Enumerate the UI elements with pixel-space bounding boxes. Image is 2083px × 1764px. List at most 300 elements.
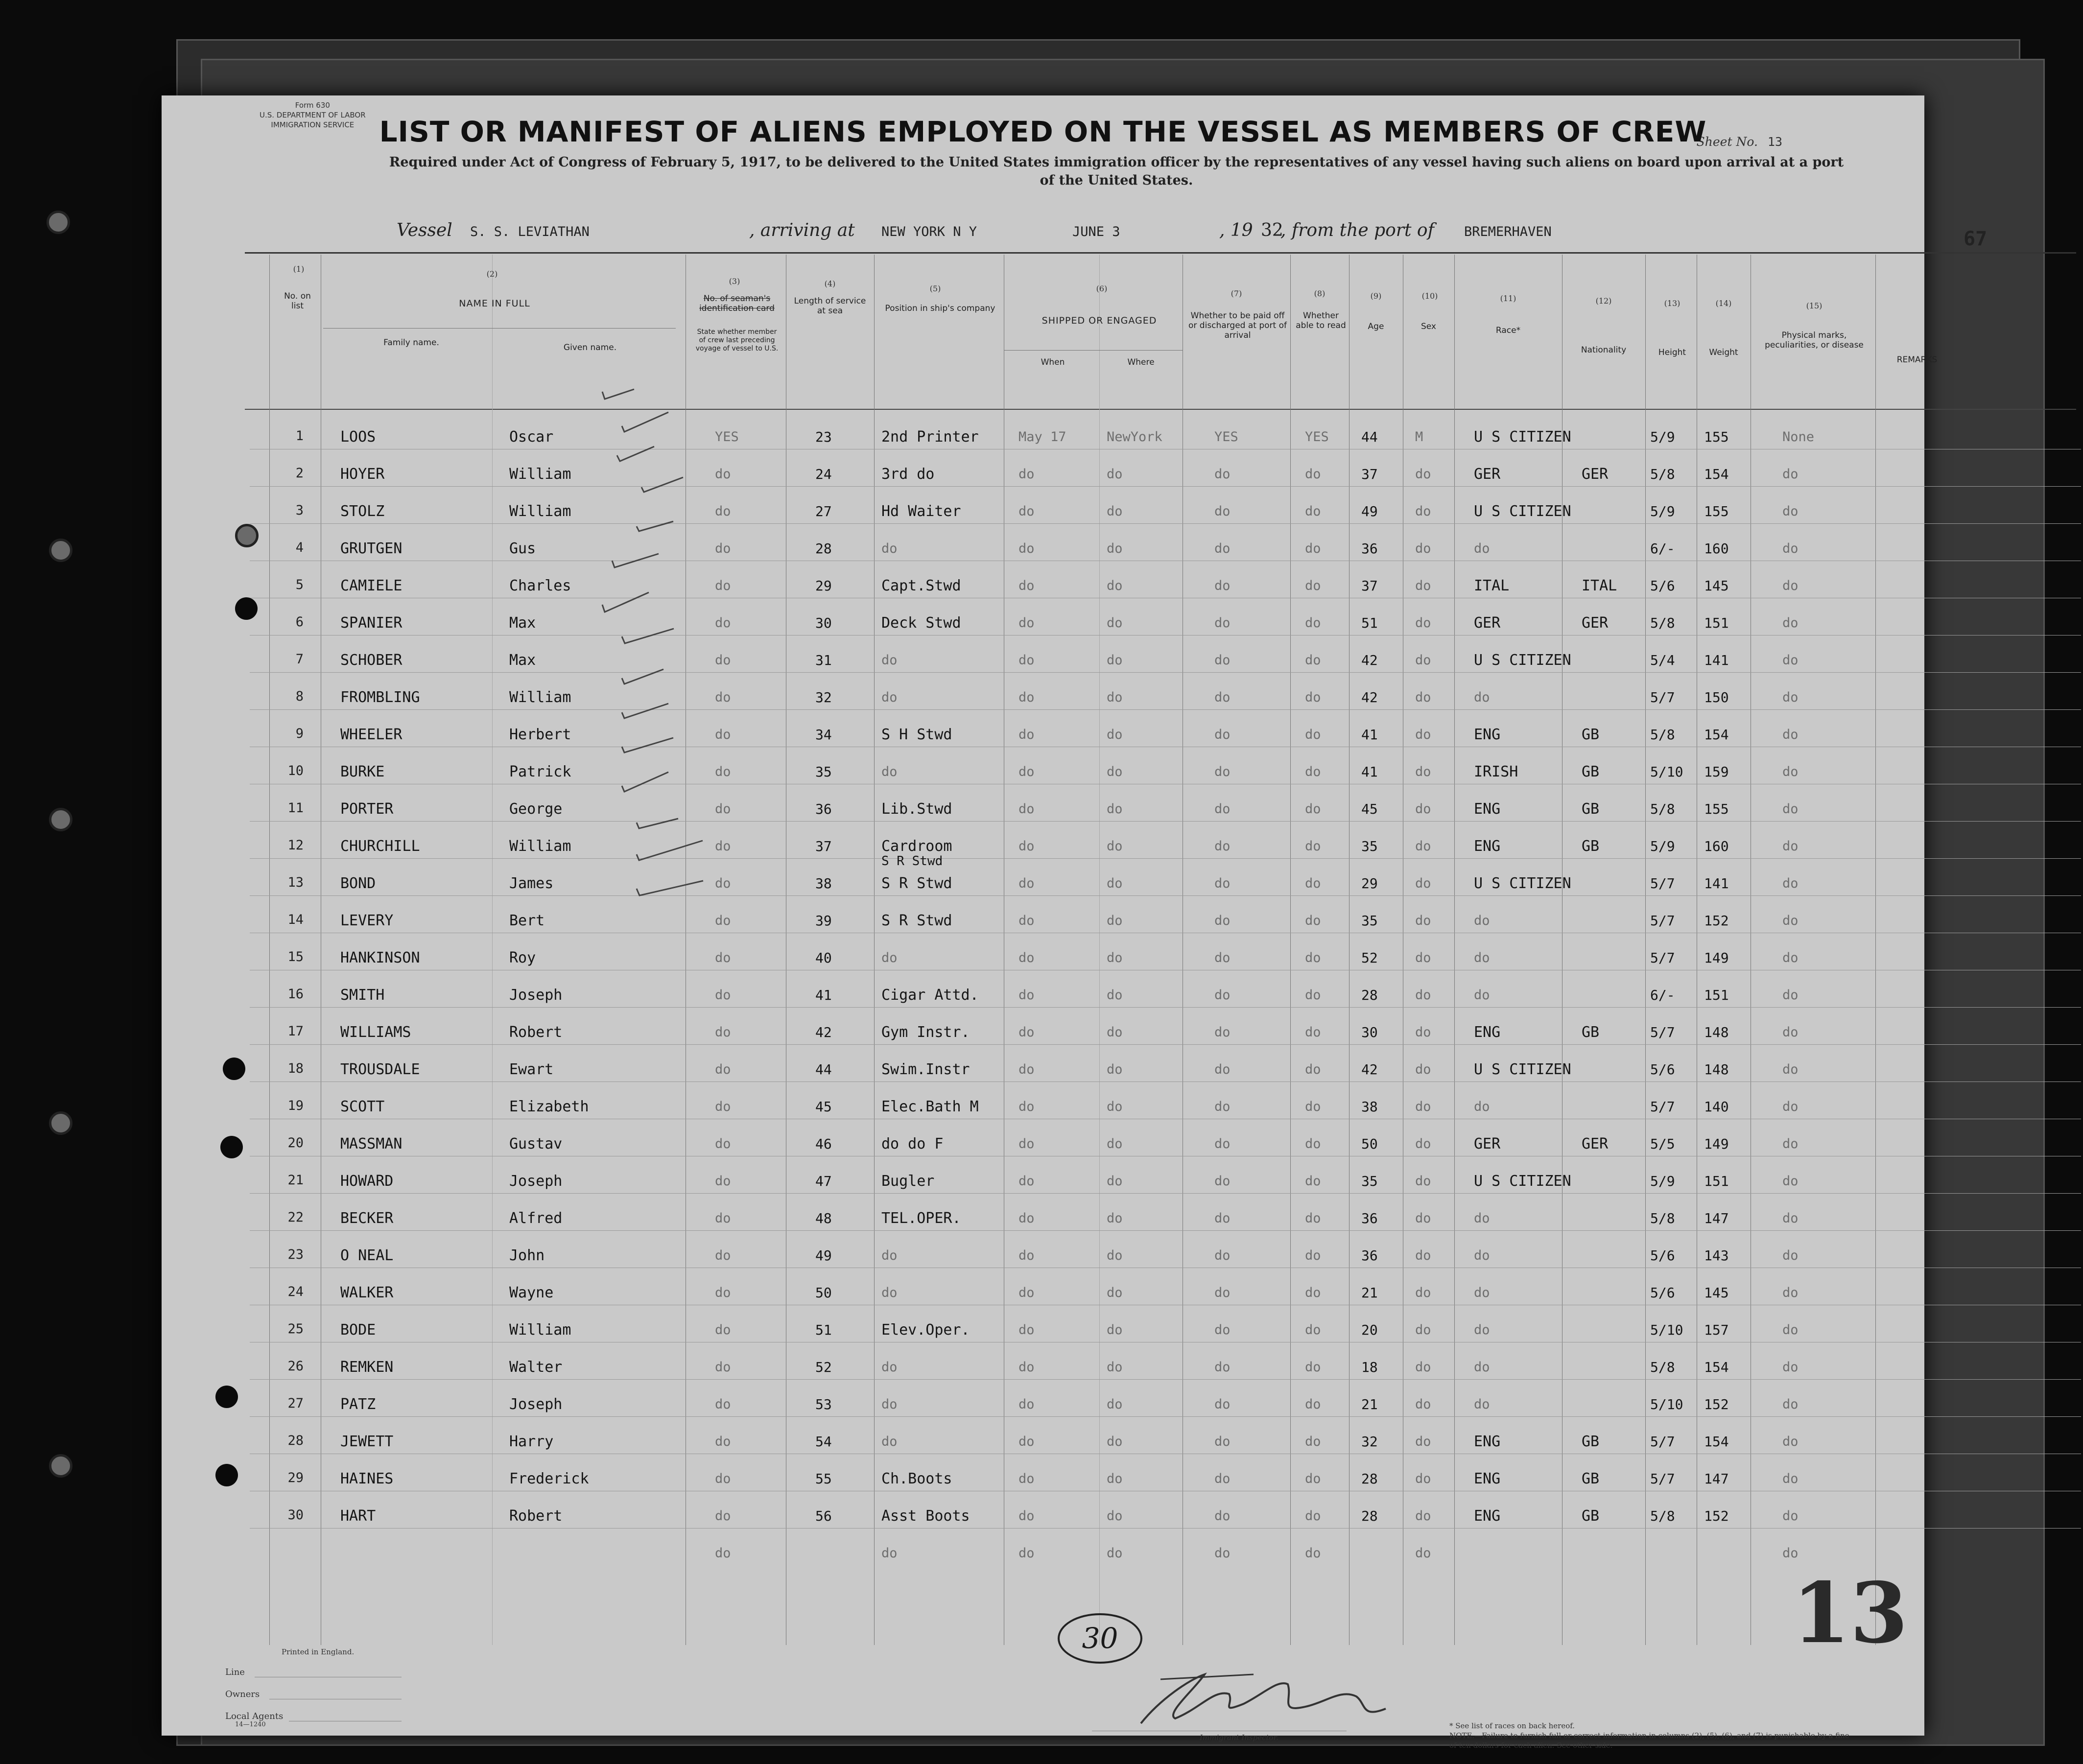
year-prefix: , 19 <box>1219 220 1253 240</box>
paid-off-cell: do <box>1214 1471 1231 1486</box>
able-to-read-cell: do <box>1305 913 1321 928</box>
row-number: 6 <box>295 614 304 630</box>
weight-cell: 152 <box>1704 1508 1729 1524</box>
given-name-cell: Roy <box>509 949 536 966</box>
row-number: 3 <box>295 503 304 518</box>
family-name-cell: SCOTT <box>340 1098 385 1115</box>
sex-cell: do <box>1415 1025 1431 1040</box>
family-name-cell: STOLZ <box>340 503 385 520</box>
paid-off-cell: do <box>1214 578 1231 593</box>
paid-off-cell: do <box>1214 1248 1231 1263</box>
shipped-when-cell: do <box>1018 1434 1035 1449</box>
service-length-cell: 48 <box>815 1210 832 1226</box>
able-to-read-cell: do <box>1305 1322 1321 1338</box>
row-number: 8 <box>295 689 304 704</box>
physical-marks-cell: do <box>1782 615 1799 631</box>
manifest-page <box>162 95 1988 1750</box>
weight-cell: 155 <box>1704 503 1729 519</box>
shipped-when-cell: do <box>1018 1508 1035 1524</box>
prev-voyage-cell: do <box>715 690 731 705</box>
age-cell: 32 <box>1361 1434 1378 1450</box>
race-cell: do <box>1474 1211 1490 1226</box>
col7-header: Whether to be paid off or discharged at port of arrival <box>1188 311 1287 340</box>
family-name-cell: PORTER <box>340 800 394 818</box>
from-port-label: , from the port of <box>1280 220 1434 240</box>
sheet-value: 13 <box>1767 135 1782 149</box>
sex-cell: do <box>1415 578 1431 593</box>
height-cell: 5/7 <box>1650 1099 1675 1115</box>
given-name-cell: Alfred <box>509 1210 563 1227</box>
sex-cell: do <box>1415 1285 1431 1300</box>
row-number: 30 <box>287 1507 304 1523</box>
able-to-read-cell: do <box>1305 1434 1321 1449</box>
able-to-read-cell: do <box>1305 1174 1321 1189</box>
shipped-where-cell: do <box>1107 1322 1123 1338</box>
height-cell: 5/10 <box>1650 764 1683 780</box>
owners-label: Owners <box>225 1689 260 1699</box>
weight-cell: 149 <box>1704 1136 1729 1152</box>
physical-marks-cell: do <box>1782 1099 1799 1114</box>
age-cell: 42 <box>1361 689 1378 706</box>
form-number: Form 630 <box>295 101 330 110</box>
race-cell: do <box>1474 1397 1490 1412</box>
sex-cell: do <box>1415 690 1431 705</box>
family-name-cell: HAINES <box>340 1470 394 1487</box>
row-rule <box>250 858 2081 859</box>
paid-off-cell: do <box>1214 653 1231 668</box>
prev-voyage-cell: do <box>715 1248 731 1263</box>
physical-marks-cell: do <box>1782 1508 1799 1524</box>
family-name-cell: WILLIAMS <box>340 1024 411 1041</box>
position-cell: Cardroom <box>881 838 952 855</box>
shipped-where-cell: do <box>1107 876 1123 891</box>
prev-voyage-cell: do <box>715 839 731 854</box>
given-name-cell: Charles <box>509 577 571 594</box>
height-cell: 5/8 <box>1650 727 1675 743</box>
header-bottom-rule <box>245 409 2076 410</box>
col2-header: NAME IN FULL <box>459 298 530 309</box>
row-number: 12 <box>287 838 304 853</box>
height-cell: 5/7 <box>1650 1434 1675 1450</box>
col4-number: (4) <box>824 279 836 288</box>
physical-marks-cell: do <box>1782 950 1799 965</box>
service-length-cell: 34 <box>815 727 832 743</box>
col1-number: (1) <box>293 264 305 274</box>
row-number: 17 <box>287 1024 304 1039</box>
race-cell: do <box>1474 950 1490 965</box>
prev-voyage-cell: do <box>715 1508 731 1524</box>
paid-off-cell: do <box>1214 1508 1231 1524</box>
given-name-cell: William <box>509 838 571 855</box>
row-number: 20 <box>287 1135 304 1151</box>
prev-voyage-cell: do <box>715 578 731 593</box>
shipped-where-cell: do <box>1107 1136 1123 1152</box>
physical-marks-cell: do <box>1782 467 1799 482</box>
family-name-cell: CHURCHILL <box>340 838 420 855</box>
nationality-cell: GB <box>1582 763 1600 780</box>
age-cell: 20 <box>1361 1322 1378 1338</box>
weight-cell: 160 <box>1704 541 1729 557</box>
row-rule <box>250 1007 2081 1008</box>
age-cell: 52 <box>1361 950 1378 966</box>
weight-cell: 159 <box>1704 764 1729 780</box>
col14-number: (14) <box>1715 299 1732 308</box>
row-rule <box>250 1044 2081 1045</box>
weight-cell: 151 <box>1704 615 1729 631</box>
prev-voyage-cell: do <box>715 801 731 817</box>
able-to-read-cell: do <box>1305 1471 1321 1486</box>
weight-cell: 155 <box>1704 801 1729 817</box>
paid-off-cell: do <box>1214 690 1231 705</box>
physical-marks-cell: do <box>1782 1248 1799 1263</box>
sex-cell: do <box>1415 727 1431 742</box>
height-cell: 5/8 <box>1650 1359 1675 1375</box>
age-cell: 29 <box>1361 875 1378 892</box>
col3-header-struck: No. of seaman's identification card <box>699 294 775 313</box>
service-length-cell: 32 <box>815 689 832 706</box>
physical-marks-cell: do <box>1782 1025 1799 1040</box>
row-rule <box>250 1416 2081 1417</box>
physical-marks-cell: do <box>1782 504 1799 519</box>
shipped-where-cell: do <box>1107 1099 1123 1114</box>
physical-marks-cell: do <box>1782 578 1799 593</box>
extra-row-cell: do <box>1305 1546 1321 1561</box>
agents-code: 14—1240 <box>235 1721 266 1728</box>
weight-cell: 141 <box>1704 875 1729 892</box>
age-cell: 41 <box>1361 727 1378 743</box>
sex-cell: do <box>1415 1136 1431 1152</box>
prev-voyage-cell: do <box>715 1322 731 1338</box>
race-cell: IRISH <box>1474 763 1518 780</box>
prev-voyage-cell: do <box>715 876 731 891</box>
age-cell: 28 <box>1361 987 1378 1003</box>
shipped-where-cell: do <box>1107 1360 1123 1375</box>
shipped-when-cell: do <box>1018 1136 1035 1152</box>
sheet-label: Sheet No. <box>1696 135 1758 149</box>
race-cell: do <box>1474 1285 1490 1300</box>
position-cell: Ch.Boots <box>881 1470 952 1487</box>
shipped-when-cell: do <box>1018 839 1035 854</box>
race-cell: U S CITIZEN <box>1474 503 1571 520</box>
sex-cell: do <box>1415 1248 1431 1263</box>
weight-cell: 157 <box>1704 1322 1729 1338</box>
family-name-cell: WALKER <box>340 1284 394 1301</box>
age-cell: 42 <box>1361 1061 1378 1078</box>
vessel-label: Vessel <box>397 220 452 240</box>
nationality-cell: GER <box>1582 614 1609 632</box>
shipped-where-cell: do <box>1107 839 1123 854</box>
shipped-when-cell: do <box>1018 727 1035 742</box>
family-name-cell: PATZ <box>340 1396 376 1413</box>
prev-voyage-cell: do <box>715 1211 731 1226</box>
row-rule <box>250 1379 2081 1380</box>
binder-hole <box>220 1136 243 1158</box>
sex-cell: do <box>1415 876 1431 891</box>
col1-header: No. on list <box>284 291 311 311</box>
total-count-circle: 30 <box>1058 1613 1142 1664</box>
col11-header: Race* <box>1495 326 1521 335</box>
sex-cell: do <box>1415 1434 1431 1449</box>
col4-header: Length of service at sea <box>794 296 866 316</box>
position-cell: Lib.Stwd <box>881 800 952 818</box>
able-to-read-cell: do <box>1305 1508 1321 1524</box>
prev-voyage-cell: do <box>715 1360 731 1375</box>
paid-off-cell: do <box>1214 1285 1231 1300</box>
row-rule <box>250 709 2081 710</box>
race-cell: do <box>1474 1360 1490 1375</box>
line-label: Line <box>225 1667 245 1677</box>
sex-cell: do <box>1415 950 1431 965</box>
given-name-cell: William <box>509 1321 571 1339</box>
given-name-cell: Frederick <box>509 1470 589 1487</box>
where-header: Where <box>1127 357 1155 367</box>
given-name-cell: William <box>509 689 571 706</box>
age-cell: 28 <box>1361 1471 1378 1487</box>
weight-cell: 148 <box>1704 1061 1729 1078</box>
binder-hole <box>215 1386 238 1408</box>
height-cell: 5/4 <box>1650 652 1675 668</box>
printed-note: Printed in England. <box>282 1647 355 1656</box>
height-cell: 5/7 <box>1650 1024 1675 1040</box>
family-name-cell: LOOS <box>340 428 376 446</box>
col10-header: Sex <box>1420 322 1436 331</box>
position-cell: do <box>881 950 898 965</box>
height-cell: 5/9 <box>1650 838 1675 854</box>
service-length-cell: 36 <box>815 801 832 817</box>
col3-number: (3) <box>729 277 740 286</box>
stamped-sheet-number: 13 <box>1792 1564 1908 1662</box>
shipped-where-cell: do <box>1107 1397 1123 1412</box>
position-subline: S R Stwd <box>881 854 943 869</box>
shipped-when-cell: do <box>1018 1322 1035 1338</box>
row-rule <box>250 821 2081 822</box>
given-name-cell: William <box>509 503 571 520</box>
able-to-read-cell: do <box>1305 541 1321 556</box>
physical-marks-cell: do <box>1782 1211 1799 1226</box>
weight-cell: 154 <box>1704 1434 1729 1450</box>
row-number: 1 <box>295 428 304 444</box>
position-cell: 2nd Printer <box>881 428 979 446</box>
shipped-when-cell: do <box>1018 504 1035 519</box>
given-name-cell: Bert <box>509 912 545 929</box>
page-reference: 67 <box>1964 228 1988 250</box>
sex-cell: do <box>1415 541 1431 556</box>
row-number: 27 <box>287 1396 304 1411</box>
able-to-read-cell: do <box>1305 801 1321 817</box>
height-cell: 5/7 <box>1650 875 1675 892</box>
physical-marks-cell: None <box>1782 429 1815 445</box>
shipped-when-cell: do <box>1018 1285 1035 1300</box>
family-name-cell: GRUTGEN <box>340 540 402 557</box>
position-cell: Elev.Oper. <box>881 1321 970 1339</box>
height-cell: 5/8 <box>1650 466 1675 482</box>
race-cell: do <box>1474 541 1490 556</box>
shipped-when-cell: do <box>1018 988 1035 1003</box>
position-cell: do <box>881 1360 898 1375</box>
paid-off-cell: do <box>1214 727 1231 742</box>
able-to-read-cell: do <box>1305 1099 1321 1114</box>
check-marks <box>592 370 837 1643</box>
shipped-where-cell: do <box>1107 541 1123 556</box>
shipped-where-cell: do <box>1107 950 1123 965</box>
position-cell: do do F <box>881 1135 944 1152</box>
family-name-cell: TROUSDALE <box>340 1061 420 1078</box>
height-cell: 5/8 <box>1650 1210 1675 1226</box>
col2-number: (2) <box>486 269 498 279</box>
age-cell: 45 <box>1361 801 1378 817</box>
prev-voyage-cell: YES <box>715 429 739 445</box>
service-length-cell: 35 <box>815 764 832 780</box>
service-length-cell: 44 <box>815 1061 832 1078</box>
weight-cell: 154 <box>1704 1359 1729 1375</box>
paid-off-cell: do <box>1214 764 1231 779</box>
pencil-ticks <box>602 389 703 895</box>
col15-header: Physical marks, peculiarities, or disease <box>1765 330 1864 350</box>
race-cell: GER <box>1474 614 1501 632</box>
service-length-cell: 27 <box>815 503 832 519</box>
extra-row-cell: do <box>881 1546 898 1561</box>
nationality-cell: GB <box>1582 1470 1600 1487</box>
service-length-cell: 39 <box>815 913 832 929</box>
family-name-cell: O NEAL <box>340 1247 394 1264</box>
shipped-when-cell: do <box>1018 1025 1035 1040</box>
shipped-when-cell: do <box>1018 1211 1035 1226</box>
col6-header: SHIPPED OR ENGAGED <box>1042 315 1157 326</box>
sex-cell: do <box>1415 1099 1431 1114</box>
race-cell: ENG <box>1474 800 1501 818</box>
row-number: 15 <box>287 949 304 964</box>
arrival-port: NEW YORK N Y <box>881 224 977 239</box>
shipped-where-cell: do <box>1107 1508 1123 1524</box>
row-number: 4 <box>295 540 304 555</box>
height-cell: 5/9 <box>1650 503 1675 519</box>
position-cell: Gym Instr. <box>881 1024 970 1041</box>
prev-voyage-cell: do <box>715 988 731 1003</box>
able-to-read-cell: do <box>1305 876 1321 891</box>
physical-marks-cell: do <box>1782 1471 1799 1486</box>
penalty-note: NOTE.—Failure to furnish full or correct information in columns (2), (5), (6), and (7) is punishable by a fine of ten dollars for each alien. See other side. <box>1449 1731 1849 1750</box>
nationality-cell: GB <box>1582 1024 1600 1041</box>
service-length-cell: 50 <box>815 1285 832 1301</box>
binder-hole <box>235 524 259 547</box>
row-number: 9 <box>295 726 304 741</box>
position-cell: S R Stwd <box>881 875 952 892</box>
age-cell: 37 <box>1361 466 1378 482</box>
shipped-when-cell: do <box>1018 1099 1035 1114</box>
paid-off-cell: do <box>1214 1434 1231 1449</box>
sex-cell: do <box>1415 615 1431 631</box>
race-cell: ITAL <box>1474 577 1510 594</box>
family-name-cell: FROMBLING <box>340 689 420 706</box>
arriving-label: , arriving at <box>749 220 855 240</box>
nationality-cell: GB <box>1582 1507 1600 1525</box>
given-name-cell: Herbert <box>509 726 571 743</box>
physical-marks-cell: do <box>1782 1174 1799 1189</box>
able-to-read-cell: YES <box>1305 429 1329 445</box>
service-length-cell: 31 <box>815 652 832 668</box>
col12-number: (12) <box>1595 296 1612 306</box>
position-cell: TEL.OPER. <box>881 1210 961 1227</box>
paid-off-cell: do <box>1214 1025 1231 1040</box>
physical-marks-cell: do <box>1782 876 1799 891</box>
races-note: * See list of races on back hereof. <box>1449 1721 1575 1730</box>
prev-voyage-cell: do <box>715 727 731 742</box>
position-cell: Deck Stwd <box>881 614 961 632</box>
col11-number: (11) <box>1500 294 1516 303</box>
sex-cell: do <box>1415 1360 1431 1375</box>
position-cell: Asst Boots <box>881 1507 970 1525</box>
height-cell: 5/6 <box>1650 1285 1675 1301</box>
shipped-where-cell: do <box>1107 578 1123 593</box>
row-number: 25 <box>287 1321 304 1337</box>
race-cell: do <box>1474 988 1490 1003</box>
shipped-where-cell: do <box>1107 1062 1123 1077</box>
given-name-cell: Gustav <box>509 1135 563 1152</box>
service-length-cell: 53 <box>815 1396 832 1412</box>
shipped-when-cell: do <box>1018 578 1035 593</box>
year-value: 32 <box>1261 220 1283 240</box>
weight-cell: 149 <box>1704 950 1729 966</box>
row-number: 16 <box>287 987 304 1002</box>
shipped-where-cell: do <box>1107 504 1123 519</box>
shipped-where-cell: do <box>1107 764 1123 779</box>
physical-marks-cell: do <box>1782 1360 1799 1375</box>
shipped-where-cell: do <box>1107 1434 1123 1449</box>
row-number: 2 <box>295 466 304 481</box>
height-cell: 5/8 <box>1650 1508 1675 1524</box>
service-length-cell: 51 <box>815 1322 832 1338</box>
extra-row-cell: do <box>1415 1546 1431 1561</box>
race-cell: ENG <box>1474 1024 1501 1041</box>
weight-cell: 154 <box>1704 727 1729 743</box>
position-cell: Swim.Instr <box>881 1061 970 1078</box>
shipped-where-cell: do <box>1107 690 1123 705</box>
race-cell: ENG <box>1474 838 1501 855</box>
family-name-cell: SCHOBER <box>340 652 402 669</box>
paid-off-cell: do <box>1214 615 1231 631</box>
footnotes <box>1449 1721 1851 1750</box>
physical-marks-cell: do <box>1782 764 1799 779</box>
shipped-when-cell: do <box>1018 1174 1035 1189</box>
prev-voyage-cell: do <box>715 1285 731 1300</box>
height-cell: 6/- <box>1650 541 1675 557</box>
race-cell: ENG <box>1474 726 1501 743</box>
position-cell: do <box>881 1397 898 1412</box>
row-number: 22 <box>287 1210 304 1225</box>
family-name-cell: BODE <box>340 1321 376 1339</box>
height-cell: 5/9 <box>1650 1173 1675 1189</box>
given-name-cell: Patrick <box>509 763 571 780</box>
paid-off-cell: do <box>1214 1099 1231 1114</box>
binder-hole <box>49 1454 72 1478</box>
service-length-cell: 37 <box>815 838 832 854</box>
row-number: 24 <box>287 1284 304 1299</box>
able-to-read-cell: do <box>1305 1136 1321 1152</box>
prev-voyage-cell: do <box>715 504 731 519</box>
height-cell: 5/6 <box>1650 1061 1675 1078</box>
col5-number: (5) <box>929 284 941 293</box>
physical-marks-cell: do <box>1782 690 1799 705</box>
able-to-read-cell: do <box>1305 1360 1321 1375</box>
physical-marks-cell: do <box>1782 1322 1799 1338</box>
col14-header: Weight <box>1709 348 1738 357</box>
weight-cell: 141 <box>1704 652 1729 668</box>
weight-cell: 160 <box>1704 838 1729 854</box>
age-cell: 35 <box>1361 913 1378 929</box>
age-cell: 21 <box>1361 1285 1378 1301</box>
column-rule <box>269 255 270 1645</box>
row-number: 7 <box>295 652 304 667</box>
